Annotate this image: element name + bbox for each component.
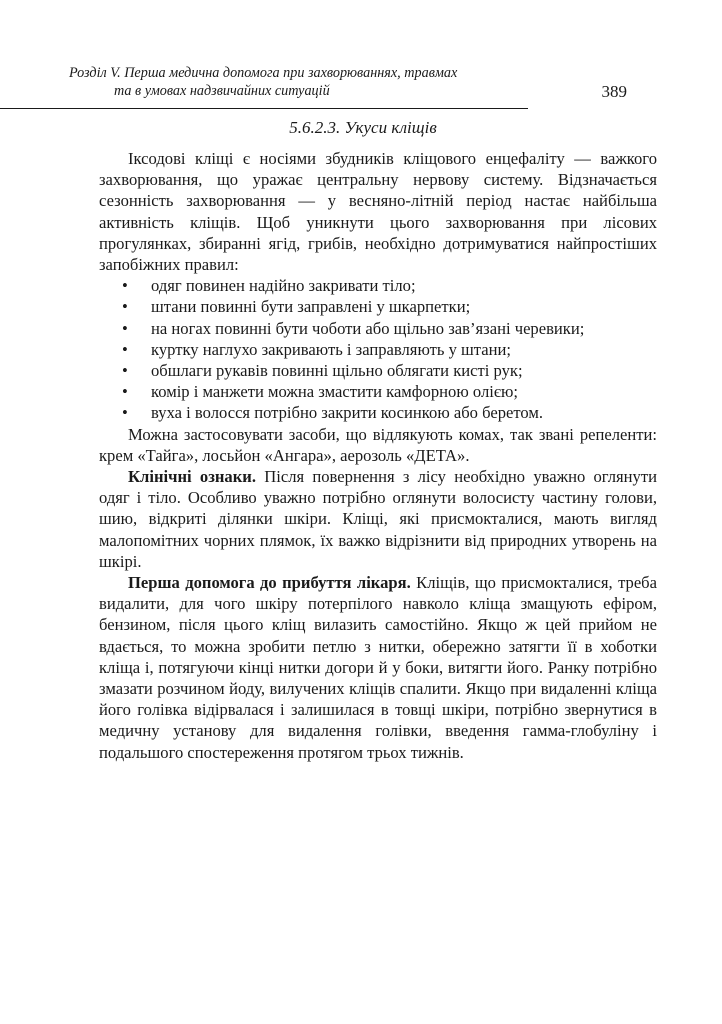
clinical-signs-paragraph [99, 466, 657, 572]
bullet-marker: • [122, 339, 128, 359]
bullet-marker: • [122, 403, 128, 423]
list-item [99, 318, 657, 339]
article-body [99, 148, 657, 763]
page-number: 389 [601, 82, 627, 101]
list-item [99, 360, 657, 381]
bullet-marker: • [122, 297, 128, 317]
list-item-text: вуха і волосся потрібно закрити косинкою або беретом. [151, 403, 544, 423]
prevention-rules-list [99, 275, 657, 423]
list-item [99, 402, 657, 423]
book-page [69, 60, 627, 104]
section-title: 5.6.2.3. Укуси кліщів [289, 118, 437, 137]
first-aid-heading: Перша допомога до прибуття лікаря. [128, 573, 411, 593]
list-item-text: обшлаги рукавів повинні щільно облягати кисті рук; [151, 361, 523, 381]
header-divider [0, 108, 528, 109]
clinical-signs-text: Після повернення з лісу необхідно уважно оглянути одяг і тіло. Особливо уважно потрібно оглянути волосисту частину голови, шию, відкриті ділянки шкіри. Кліщі, які присмокталися, мають вигляд малопомітних чорних плямок, їх важко відрізнити від природних утворень на шкірі. [99, 467, 657, 571]
first-aid-paragraph [99, 572, 657, 763]
clinical-signs-heading: Клінічні ознаки. [128, 467, 256, 487]
list-item-text: штани повинні бути заправлені у шкарпетки; [151, 297, 471, 317]
list-item-text: на ногах повинні бути чоботи або щільно зав’язані черевики; [151, 318, 585, 338]
bullet-marker: • [122, 382, 128, 402]
running-head-chapter-continued: та в умовах надзвичайних ситуацій [114, 83, 330, 99]
list-item [99, 381, 657, 402]
running-head-chapter: Розділ V. Перша медична допомога при захворюваннях, травмах [69, 65, 458, 81]
intro-paragraph: Іксодові кліщі є носіями збудників кліщового енцефаліту — важкого захворювання, що уражає центральну нервову систему. Відзначається сезонність захворювання — у весняно-літній період настає найбільша активність кліщів. Щоб уникнути цього захворювання при лісових прогулянках, збиранні ягід, грибів, необхідно дотримуватися найпростіших запобіжних правил: [99, 149, 657, 275]
list-item-text: комір і манжети можна змастити камфорною олією; [151, 382, 518, 402]
list-item [99, 275, 657, 296]
repellents-paragraph: Можна застосовувати засоби, що відлякують комах, так звані репеленти: крем «Тайга», лосьйон «Ангара», аерозоль «ДЕТА». [99, 424, 657, 465]
list-item-text: куртку наглухо закривають і заправляють у штани; [151, 339, 511, 359]
list-item [99, 296, 657, 317]
bullet-marker: • [122, 318, 128, 338]
list-item [99, 339, 657, 360]
bullet-marker: • [122, 276, 128, 296]
first-aid-text: Кліщів, що присмокталися, треба видалити, для чого шкіру потерпілого навколо кліща змащують ефіром, бензином, після цього кліщ вилазить самостійно. Якщо ж цей прийом не вдається, то можна зробити петлю з нитки, обережно затягти її в хоботки кліща і, потягуючи кінці нитки догори й у боки, витягти його. Ранку потрібно змазати розчином йоду, вилучених кліщів спалити. Якщо при видаленні кліща його голівка відірвалася і залишилася в товщі шкіри, потрібно звернутися в медичну установу для видалення голівки, введення гамма-глобуліну і подальшого спостереження протягом трьох тижнів. [99, 573, 657, 762]
running-head [69, 60, 627, 104]
bullet-marker: • [122, 361, 128, 381]
list-item-text: одяг повинен надійно закривати тіло; [151, 276, 416, 296]
